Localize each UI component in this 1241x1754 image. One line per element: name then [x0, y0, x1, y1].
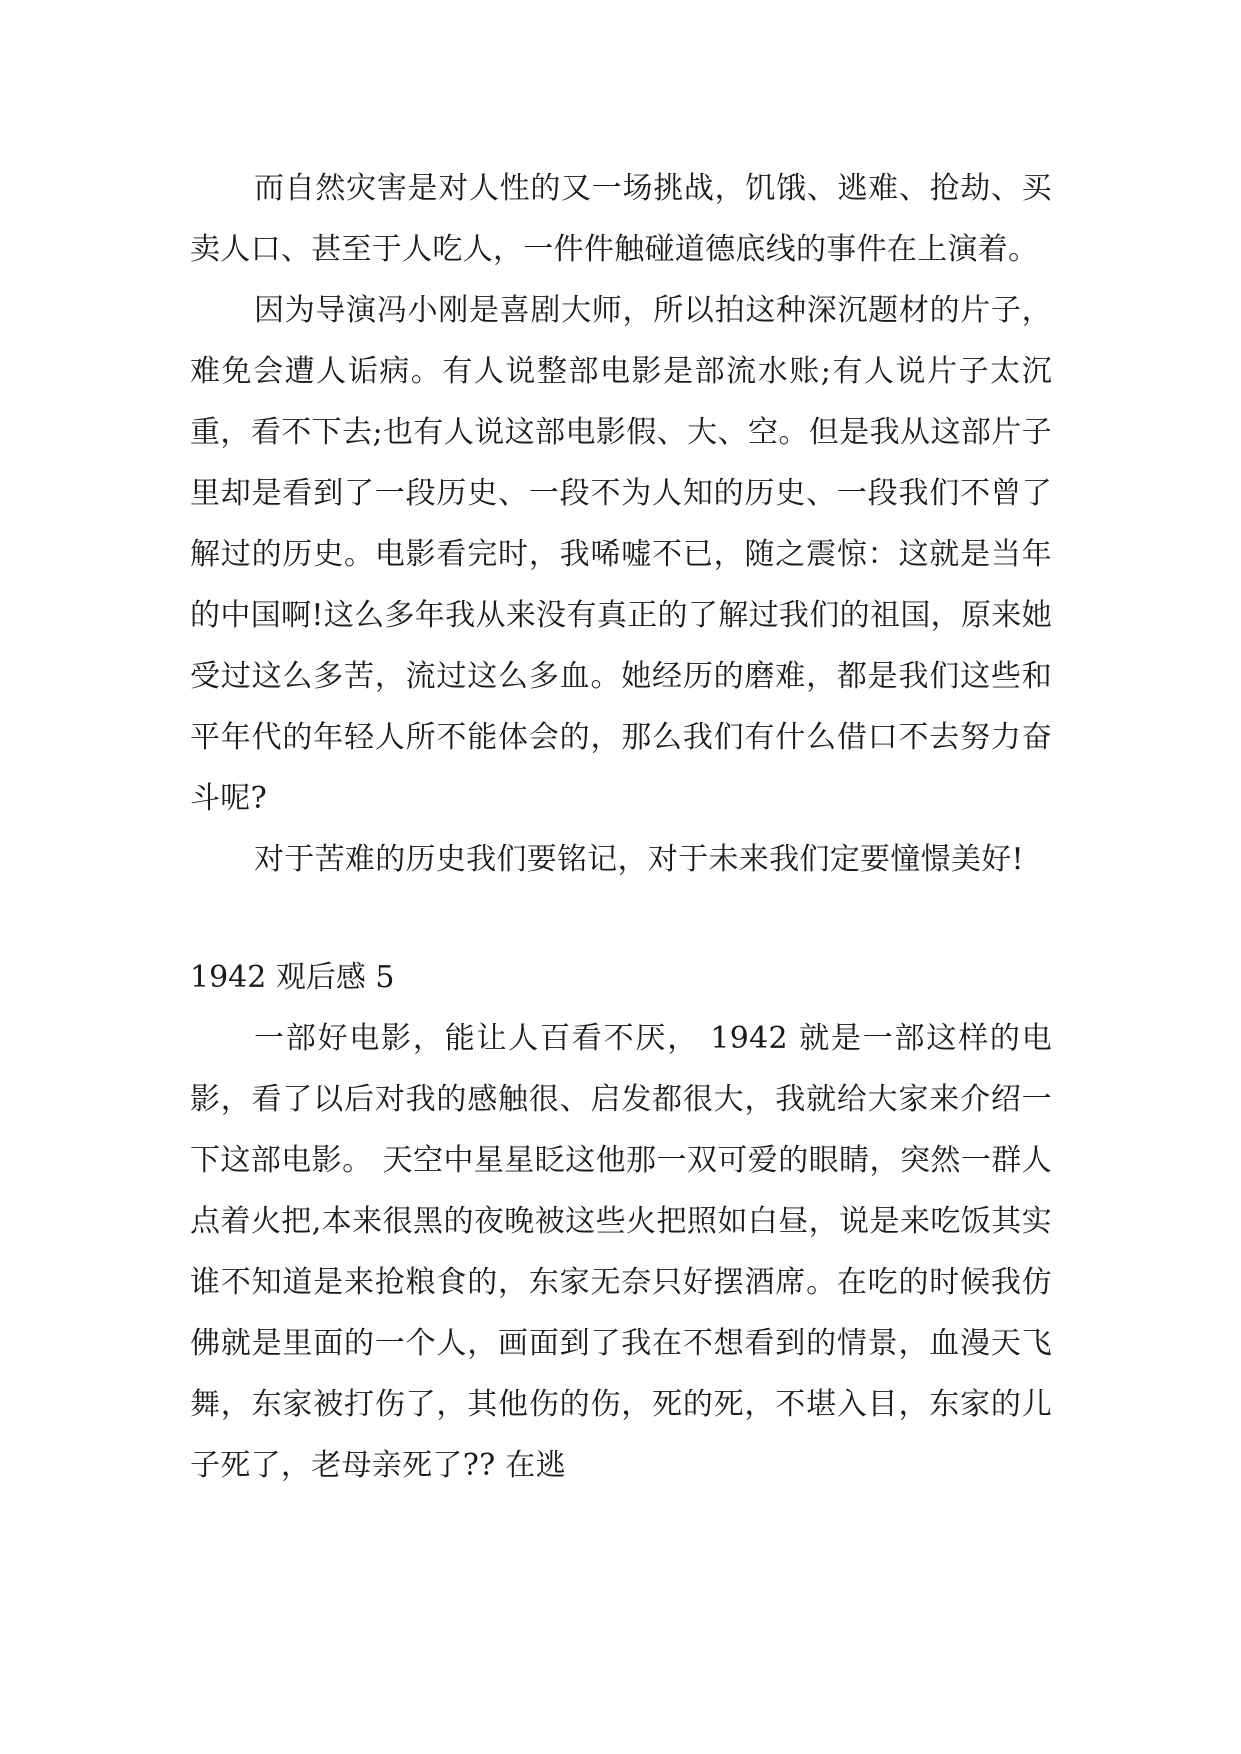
paragraph-remember-history: 对于苦难的历史我们要铭记，对于未来我们定要憧憬美好!	[254, 842, 1024, 877]
paragraph-director-review: 因为导演冯小刚是喜剧大师，所以拍这种深沉题材的片子，难免会遭人诟病。有人说整部电影是部流水账;有人说片子太沉重，看不下去;也有人说这部电影假、大、空。但是我从这部片子里却是看到了一段历史、一段不为人知的历史、一段我们不曾了解过的历史。电影看完时，我唏嘘不已，随之震惊：这就是当年的中国啊!这么多年我从来没有真正的了解过我们的祖国，原来她受过这么多苦，流过这么多血。她经历的磨难，都是我们这些和平年代的年轻人所不能体会的，那么我们有什么借口不去努力奋斗呢?	[190, 293, 1052, 816]
section-spacer	[190, 890, 1052, 947]
paragraph-natural-disaster: 而自然灾害是对人性的又一场挑战，饥饿、逃难、抢劫、买卖人口、甚至于人吃人，一件件触碰道德底线的事件在上演着。	[190, 171, 1052, 267]
section-title: 1942 观后感 5	[190, 960, 395, 995]
paragraph-good-movie: 一部好电影，能让人百看不厌， 1942 就是一部这样的电影，看了以后对我的感触很、启发都很大，我就给大家来介绍一下这部电影。 天空中星星眨这他那一双可爱的眼睛，突然一群人点着火把,本来很黑的夜晚被这些火把照如白昼，说是来吃饭其实谁不知道是来抢粮食的，东家无奈只好摆酒席。在吃的时候我仿佛就是里面的一个人，画面到了我在不想看到的情景，血漫天飞舞，东家被打伤了，其他伤的伤，死的死，不堪入目，东家的儿子死了，老母亲死了?? 在逃	[190, 1021, 1052, 1483]
document-body	[190, 158, 1052, 1496]
